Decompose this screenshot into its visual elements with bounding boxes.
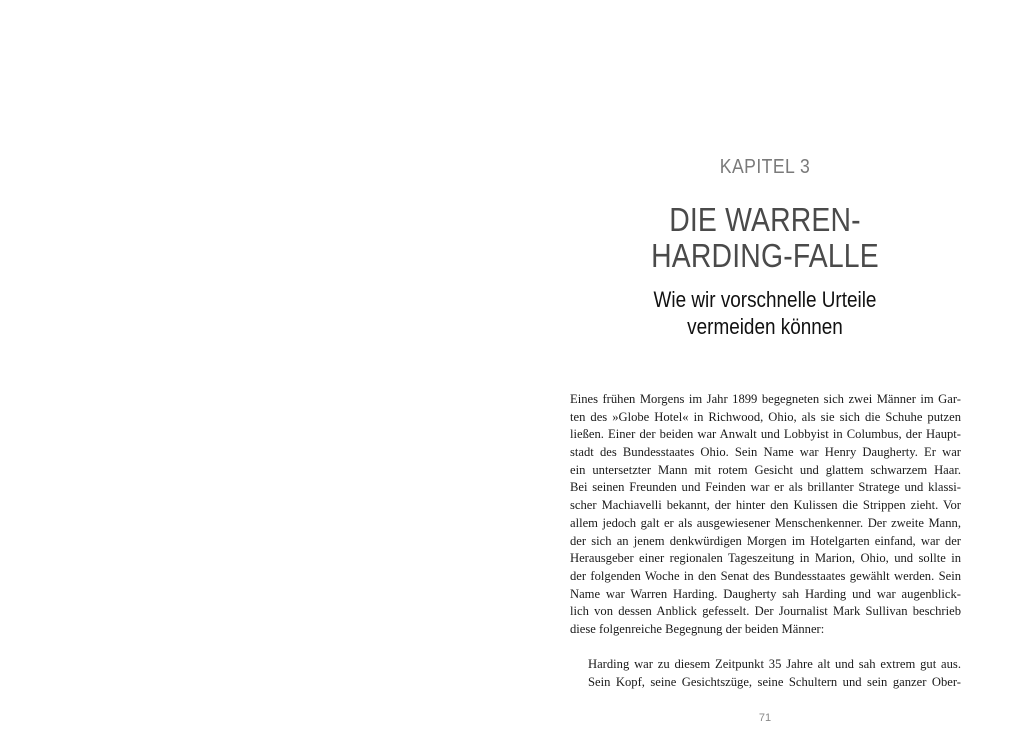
body-line: Herausgeber einer regionalen Tageszeitung in Marion, Ohio, und sollte in <box>570 551 961 566</box>
quote-line: Sein Kopf, seine Gesichtszüge, seine Schultern und sein ganzer Ober- <box>588 674 961 689</box>
quote-line: Harding war zu diesem Zeitpunkt 35 Jahre alt und sah extrem gut aus. <box>588 657 961 671</box>
chapter-subtitle-line: vermeiden können <box>687 314 843 339</box>
chapter-title <box>546 202 985 274</box>
chapter-title-line: HARDING-FALLE <box>651 237 879 274</box>
body-line: Bei seinen Freunden und Feinden war er als brillanter Stratege und klassi- <box>570 480 961 495</box>
right-page <box>510 0 1020 756</box>
chapter-title-line: DIE WARREN- <box>669 201 861 238</box>
chapter-label: KAPITEL 3 <box>719 156 811 178</box>
chapter-subtitle-line: Wie wir vorschnelle Urteile <box>653 287 877 312</box>
body-line: lich von dessen Anblick gefesselt. Der Journalist Mark Sullivan beschrieb <box>570 604 961 619</box>
body-line: allem jedoch galt er als ausgewiesener Menschenkenner. Der zweite Mann, <box>570 515 961 530</box>
body-line: ten des »Globe Hotel« in Richwood, Ohio, als sie sich die Schuhe putzen <box>570 409 961 424</box>
block-quote <box>588 655 961 690</box>
body-line: der folgenden Woche in den Senat des Bundesstaates gewählt werden. Sein <box>570 568 961 583</box>
body-line: ein untersetzter Mann mit rotem Gesicht und glattem schwarzem Haar. <box>570 462 961 477</box>
page-number: 71 <box>758 712 772 724</box>
body-line: Name war Warren Harding. Daugherty sah Harding und war augenblick- <box>570 586 961 601</box>
body-line: ließen. Einer der beiden war Anwalt und Lobbyist in Columbus, der Haupt- <box>570 427 961 442</box>
body-line: scher Machiavelli bekannt, der hinter den Kulissen die Strippen zieht. Vor <box>570 498 961 513</box>
body-line: der sich an jenem denkwürdigen Morgen im Hotelgarten einfand, war der <box>570 533 961 548</box>
body-line: stadt des Bundesstaates Ohio. Sein Name war Henry Daugherty. Er war <box>570 445 961 460</box>
body-line: Eines frühen Morgens im Jahr 1899 begegneten sich zwei Männer im Gar- <box>570 392 961 406</box>
body-paragraph <box>570 391 961 639</box>
chapter-subtitle <box>546 286 985 340</box>
body-line: diese folgenreiche Begegnung der beiden Männer: <box>570 621 825 636</box>
